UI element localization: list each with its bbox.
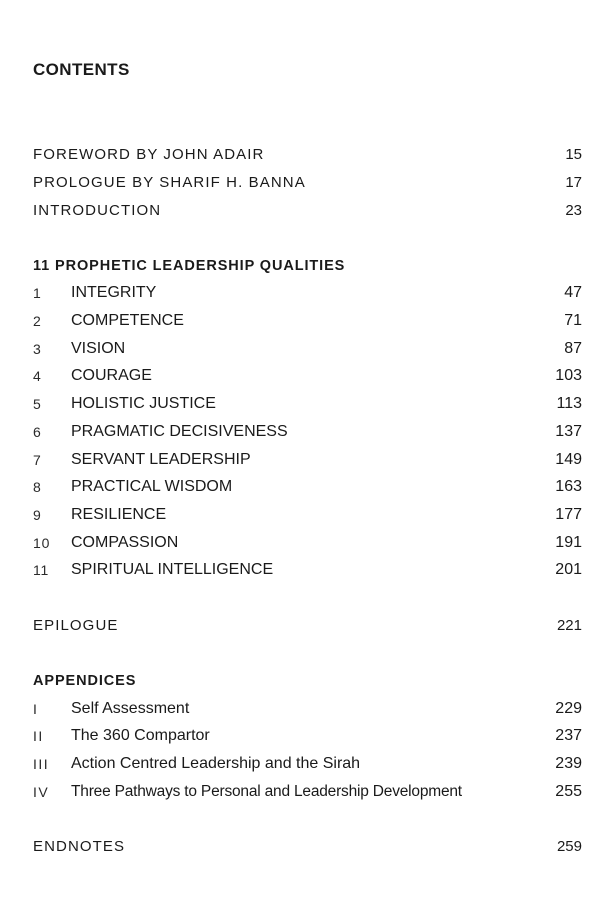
chapter-number: 4 <box>33 368 42 384</box>
appendix-number: IV <box>33 784 50 800</box>
toc-page-number: 113 <box>556 395 582 412</box>
chapter-number: 6 <box>33 424 42 440</box>
toc-entry-foreword[interactable] <box>33 143 582 167</box>
section-heading-appendices: APPENDICES <box>33 673 137 689</box>
toc-entry-label: HOLISTIC JUSTICE <box>71 395 216 412</box>
toc-entry-label: PRAGMATIC DECISIVENESS <box>71 423 288 440</box>
toc-entry-label: COMPASSION <box>71 534 179 551</box>
chapter-number: 8 <box>33 479 42 495</box>
toc-entry-label: COMPETENCE <box>71 312 184 329</box>
toc-entry-appendix[interactable] <box>33 697 582 721</box>
toc-entry-introduction[interactable] <box>33 199 582 223</box>
chapter-number: 3 <box>33 341 42 357</box>
toc-page-number: 237 <box>555 727 582 744</box>
toc-entry-appendix[interactable] <box>33 724 582 748</box>
toc-page-number: 15 <box>565 146 582 163</box>
chapter-number: 2 <box>33 313 42 329</box>
chapter-number: 1 <box>33 285 42 301</box>
toc-page-number: 23 <box>565 202 582 219</box>
toc-page-number: 71 <box>564 312 582 329</box>
toc-entry-quality[interactable] <box>33 392 582 416</box>
toc-entry-label: INTEGRITY <box>71 284 157 301</box>
toc-page-number: 255 <box>555 783 582 800</box>
toc-page-number: 149 <box>555 451 582 468</box>
toc-entry-appendix[interactable] <box>33 780 582 804</box>
toc-page-number: 163 <box>555 478 582 495</box>
toc-entry-label: Three Pathways to Personal and Leadership Development <box>71 783 462 800</box>
toc-entry-label: The 360 Compartor <box>71 727 210 744</box>
toc-page-number: 229 <box>555 700 582 717</box>
chapter-number: 10 <box>33 535 51 551</box>
toc-entry-label: SERVANT LEADERSHIP <box>71 451 251 468</box>
chapter-number: 9 <box>33 507 42 523</box>
toc-entry-label: EPILOGUE <box>33 617 119 634</box>
toc-entry-quality[interactable] <box>33 309 582 333</box>
toc-entry-quality[interactable] <box>33 558 582 582</box>
toc-entry-quality[interactable] <box>33 503 582 527</box>
toc-entry-label: FOREWORD BY JOHN ADAIR <box>33 146 265 163</box>
toc-entry-quality[interactable] <box>33 448 582 472</box>
toc-page-number: 103 <box>555 367 582 384</box>
toc-entry-quality[interactable] <box>33 475 582 499</box>
toc-entry-quality[interactable] <box>33 281 582 305</box>
toc-entry-label: Action Centred Leadership and the Sirah <box>71 755 361 772</box>
toc-page-number: 201 <box>555 561 582 578</box>
appendix-number: I <box>33 701 39 717</box>
chapter-number: 11 <box>33 562 50 578</box>
toc-page-number: 17 <box>565 174 582 191</box>
toc-entry-label: RESILIENCE <box>71 506 167 523</box>
toc-page-number: 177 <box>555 506 582 523</box>
appendix-number: III <box>33 756 50 772</box>
toc-entry-quality[interactable] <box>33 337 582 361</box>
toc-page-number: 191 <box>555 534 582 551</box>
toc-entry-appendix[interactable] <box>33 752 582 776</box>
appendix-number: II <box>33 728 44 744</box>
toc-entry-quality[interactable] <box>33 531 582 555</box>
toc-entry-epilogue[interactable] <box>33 614 582 638</box>
toc-page-number: 137 <box>555 423 582 440</box>
section-heading-qualities: 11 PROPHETIC LEADERSHIP QUALITIES <box>33 258 346 274</box>
chapter-number: 5 <box>33 396 42 412</box>
toc-page-number: 87 <box>564 340 582 357</box>
toc-entry-label: ENDNOTES <box>33 838 126 855</box>
toc-entry-label: INTRODUCTION <box>33 202 162 219</box>
toc-entry-quality[interactable] <box>33 364 582 388</box>
toc-entry-endnotes[interactable] <box>33 835 582 859</box>
toc-entry-prologue[interactable] <box>33 171 582 195</box>
toc-entry-label: PROLOGUE BY SHARIF H. BANNA <box>33 174 306 191</box>
toc-page-number: 239 <box>555 755 582 772</box>
toc-page-number: 259 <box>556 838 582 855</box>
toc-entry-label: Self Assessment <box>71 700 190 717</box>
page-title: CONTENTS <box>33 60 130 79</box>
chapter-number: 7 <box>33 452 42 468</box>
toc-page-number: 221 <box>556 617 582 634</box>
toc-entry-label: PRACTICAL WISDOM <box>71 478 233 495</box>
toc-page-number: 47 <box>564 284 582 301</box>
toc-entry-quality[interactable] <box>33 420 582 444</box>
toc-entry-label: VISION <box>71 340 126 357</box>
toc-entry-label: COURAGE <box>71 367 152 384</box>
toc-entry-label: SPIRITUAL INTELLIGENCE <box>71 561 274 578</box>
